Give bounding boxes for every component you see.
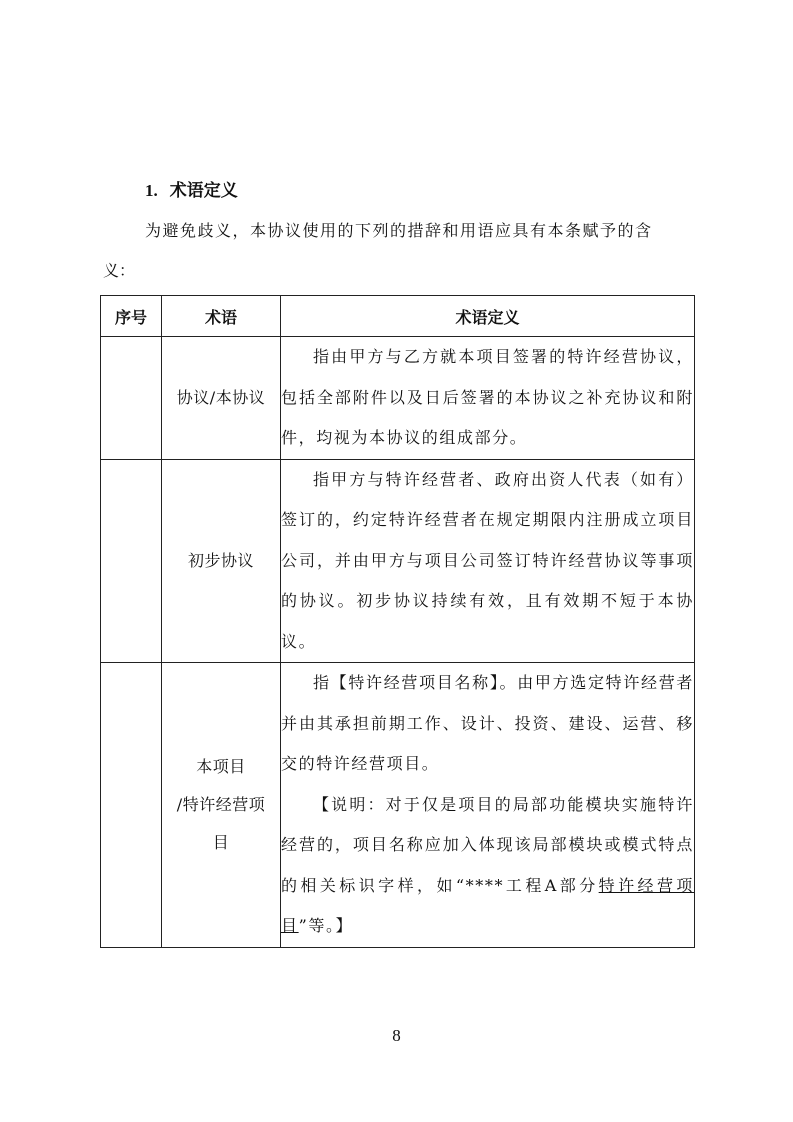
table-row	[101, 337, 695, 460]
intro-paragraph-line1: 为避免歧义，本协议使用的下列的措辞和用语应具有本条赋予的含	[145, 221, 653, 240]
definition-text: 指【特许经营项目名称】。由甲方选定特许经营者并由其承担前期工作、设计、投资、建设、运营、移交的特许经营项目。	[281, 673, 694, 773]
intro-paragraph-line2: 义：	[103, 261, 136, 280]
section-title: 术语定义	[169, 181, 238, 201]
section-number: 1.	[145, 181, 158, 200]
term-cell	[162, 459, 281, 663]
row-index	[101, 337, 162, 460]
row-index	[101, 663, 162, 948]
header-index: 序号	[101, 296, 162, 337]
definition-text: 指甲方与特许经营者、政府出资人代表（如有）签订的，约定特许经营者在规定期限内注册成立项目公司，并由甲方与项目公司签订特许经营协议等事项的协议。初步协议持续有效，且有效期不短于本协议。	[281, 469, 694, 651]
term-text: 协议/本协议	[176, 387, 266, 407]
definition-note-text: 【说明：对于仅是项目的局部功能模块实施特许经营的，项目名称应加入体现该局部模块或模式特点的相关标识字样，如“****工程A部分	[281, 794, 694, 895]
row-index	[101, 459, 162, 663]
page-number: 8	[392, 1026, 401, 1045]
definition-note-underlined: 特许经营项目	[281, 875, 694, 935]
table-row	[101, 663, 695, 948]
definition-cell	[281, 459, 695, 663]
section-heading	[145, 176, 238, 201]
definition-note-tail: ”等。】	[298, 916, 354, 935]
definition-cell	[281, 663, 695, 948]
definition-cell	[281, 337, 695, 460]
definition-note	[281, 785, 694, 947]
header-term: 术语	[162, 296, 281, 337]
term-cell	[162, 663, 281, 948]
definition-text: 指由甲方与乙方就本项目签署的特许经营协议，包括全部附件以及日后签署的本协议之补充协议和附件，均视为本协议的组成部分。	[281, 347, 694, 447]
table-row	[101, 459, 695, 663]
term-text-line: 目	[212, 832, 230, 852]
terms-table	[100, 295, 695, 948]
term-cell	[162, 337, 281, 460]
term-text-line: 本项目	[196, 756, 246, 776]
table-header-row	[101, 296, 695, 337]
term-text: 初步协议	[187, 550, 254, 570]
term-text-line: /特许经营项	[176, 794, 266, 814]
header-definition: 术语定义	[281, 296, 695, 337]
